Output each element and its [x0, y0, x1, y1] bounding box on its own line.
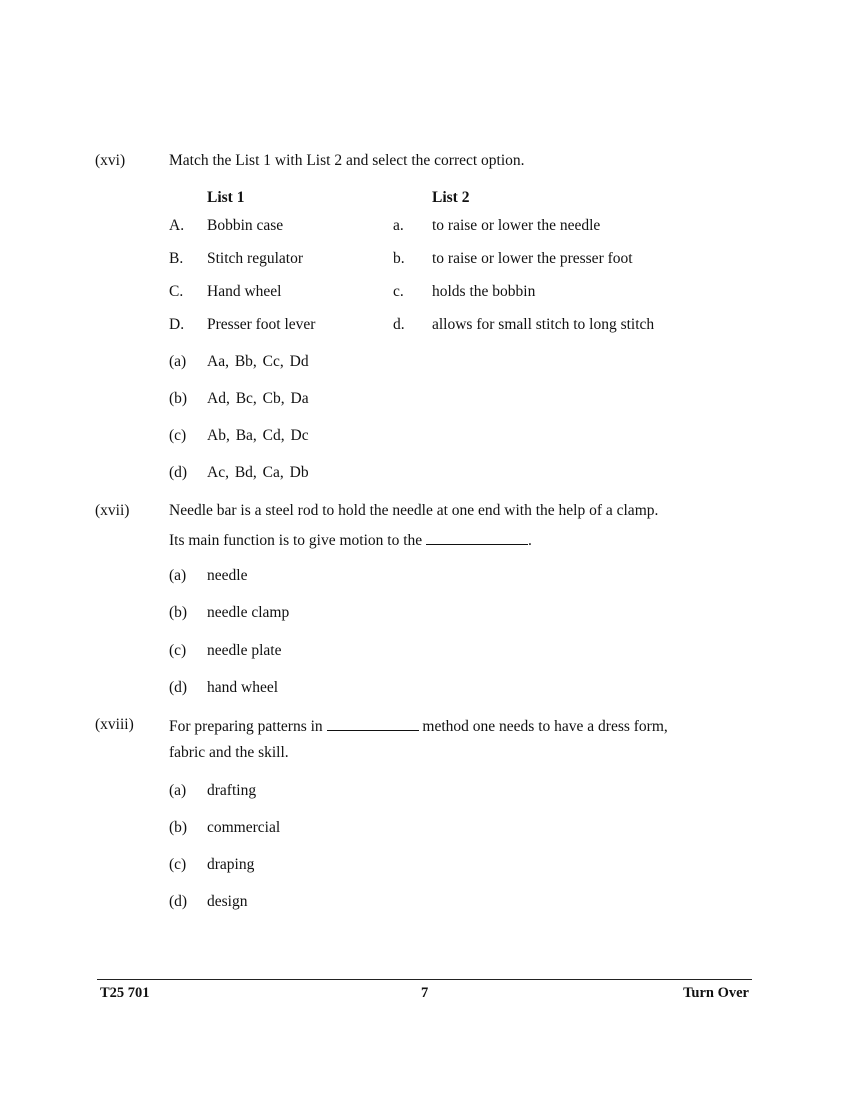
- question-number-xvii: (xvii): [95, 502, 130, 519]
- option-label: (d): [169, 464, 188, 481]
- option-text: design: [207, 893, 248, 910]
- paper-code: T25 701: [100, 985, 150, 1001]
- option-label: (a): [169, 782, 187, 799]
- list1-label: C.: [169, 283, 184, 300]
- option-label: (d): [169, 679, 188, 696]
- question-number-xvi: (xvi): [95, 152, 126, 169]
- option-text: needle: [207, 567, 248, 584]
- question-text-after-blank: method one needs to have a dress form,: [418, 718, 668, 735]
- footer-divider: [97, 979, 752, 980]
- option-label: (c): [169, 642, 187, 659]
- question-text-before-blank: Its main function is to give motion to the: [169, 532, 427, 549]
- option-text: draping: [207, 856, 255, 873]
- list1-label: B.: [169, 250, 184, 267]
- option-text: Aa, Bb, Cc, Dd: [207, 353, 309, 370]
- question-text-before-blank: For preparing patterns in: [169, 718, 327, 735]
- list1-header: List 1: [207, 189, 245, 206]
- option-text: drafting: [207, 782, 257, 799]
- list2-label: b.: [393, 250, 405, 267]
- list2-label: c.: [393, 283, 404, 300]
- turn-over-label: Turn Over: [683, 985, 749, 1001]
- list1-item: Bobbin case: [207, 217, 284, 234]
- list2-item: to raise or lower the needle: [432, 217, 601, 234]
- question-text-after-blank: .: [528, 532, 532, 549]
- option-label: (a): [169, 567, 187, 584]
- list2-label: d.: [393, 316, 405, 333]
- option-label: (b): [169, 819, 188, 836]
- question-text-xviii-line1: [169, 716, 668, 736]
- list2-header: List 2: [432, 189, 470, 206]
- option-label: (c): [169, 427, 187, 444]
- option-text: needle plate: [207, 642, 282, 659]
- option-text: commercial: [207, 819, 281, 836]
- option-label: (a): [169, 353, 187, 370]
- question-text-xviii-line2: fabric and the skill.: [169, 744, 289, 761]
- list1-item: Stitch regulator: [207, 250, 303, 267]
- page-number: 7: [421, 985, 429, 1001]
- list2-item: to raise or lower the presser foot: [432, 250, 633, 267]
- list1-item: Hand wheel: [207, 283, 282, 300]
- option-text: Ab, Ba, Cd, Dc: [207, 427, 309, 444]
- question-text-xvii-line1: Needle bar is a steel rod to hold the needle at one end with the help of a clamp.: [169, 502, 659, 519]
- fill-in-blank: [327, 716, 419, 731]
- list2-item: allows for small stitch to long stitch: [432, 316, 655, 333]
- option-text: needle clamp: [207, 604, 290, 621]
- option-text: hand wheel: [207, 679, 279, 696]
- list1-item: Presser foot lever: [207, 316, 316, 333]
- question-number-xviii: (xviii): [95, 716, 134, 733]
- option-text: Ac, Bd, Ca, Db: [207, 464, 309, 481]
- list1-label: D.: [169, 316, 185, 333]
- list1-label: A.: [169, 217, 185, 234]
- option-label: (b): [169, 604, 188, 621]
- option-label: (b): [169, 390, 188, 407]
- list2-item: holds the bobbin: [432, 283, 536, 300]
- option-text: Ad, Bc, Cb, Da: [207, 390, 309, 407]
- question-text-xvi: Match the List 1 with List 2 and select the correct option.: [169, 152, 525, 169]
- list2-label: a.: [393, 217, 404, 234]
- question-text-xvii-line2: [169, 530, 532, 550]
- fill-in-blank: [426, 530, 528, 545]
- option-label: (c): [169, 856, 187, 873]
- option-label: (d): [169, 893, 188, 910]
